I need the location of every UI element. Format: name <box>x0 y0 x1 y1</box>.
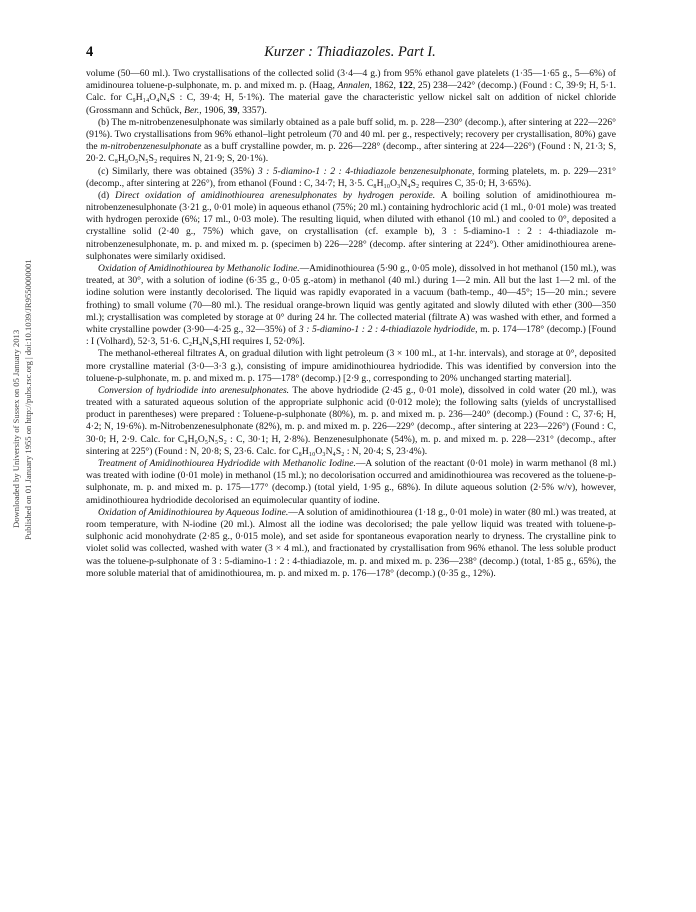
italic-text: m-nitrobenzenesulphonate <box>100 141 202 153</box>
italic-text: 3 : 5-diamino-1 : 2 : 4-thiadiazole benzenesulphonate <box>257 165 472 177</box>
italic-text: Annalen <box>337 80 370 92</box>
text-run: —A solution of amidinothiourea (1·18 g., 0·01 mole) in water (80 ml.) was treated, at room temperature, with N-iodine (20 ml.). Almost all the iodine was decolorised; the pale yellow liquid was treated with toluene-p-sulphonic acid monohydrate (2·85 g., 0·015 mole), and set aside for spontaneous evaporation nearly to dryness. The crystalline pink to violet solid was collected, washed with water (3 × 4 ml.), and fractionated by crystallisation from 96% ethanol. The less soluble product was the toluene-p-sulphonate of 3 : 5-diamino-1 : 2 : 4-thiadiazole, m. p. and mixed m. p. 236—238° (decomp.) (total, 1·85 g., 65%), the more soluble material that of amidinothiourea, m. p. and mixed m. p. 176—178° (decomp.) (0·35 g., 12%). <box>86 506 616 579</box>
italic-text: Direct oxidation of amidinothiourea arenesulphonates by hydrogen peroxide. <box>115 189 436 201</box>
italic-text: Treatment of Amidinothiourea Hydriodide with Methanolic Iodine. <box>98 458 356 469</box>
text-run: , 1906, <box>199 104 228 116</box>
text-run: , 1862, <box>369 80 399 92</box>
paragraph <box>86 190 616 263</box>
text-run: volume (50—60 ml.). Two crystallisations of the collected solid (3·4—4 g.) from 95% ethanol gave platelets (1·35—1·65 g., 5—6%) of amidinourea toluene-p-sulphonate, m. p. and mixed m. p. (Haag, <box>86 68 616 92</box>
text-run: (d) <box>98 189 116 201</box>
italic-text: 3 : 5-diamino-1 : 2 : 4-thiadiazole hydriodide <box>298 323 476 335</box>
paragraph <box>86 385 616 458</box>
body-text <box>86 68 616 580</box>
paragraph <box>86 263 616 348</box>
running-title: Kurzer : Thiadiazoles. Part I. <box>264 44 436 60</box>
paragraph <box>86 117 616 166</box>
text-run: The methanol-ethereal filtrates A, on gradual dilution with light petroleum (3 × 100 ml., at 1-hr. intervals), and storage at 0°, deposited more crystalline material (3·0—3·3 g.), consisting of impure amidinothiourea hydriodide. This was identified by conversion into the toluene-p-sulphonate, m. p. and mixed m. p. 175—178° (decomp.) [2·9 g., corresponding to 20% unchanged starting material]. <box>86 348 616 384</box>
paragraph <box>86 348 616 385</box>
paragraph <box>86 68 616 117</box>
text-run: —Amidinothiourea (5·90 g., 0·05 mole), dissolved in hot methanol (150 ml.), was treated, at 30°, with a solution of iodine (6·35 g., 0·05 g.-atom) in methanol (40 ml.) during 1—2 min. All but the last 1—2 ml. of the iodine solution were instantly decolorised. The liquid was rapidly evaporated in a vacuum (bath-temp., 40—45°; 15—20 min.; severe frothing) to small volume (70—80 ml.). The residual orange-brown liquid was gently agitated and slowly diluted with ether (300—350 ml.); crystallisation was completed by storage at 0° during 24 hr. The collected material (filtrate A) was washed with ether, and formed a white crystalline powder (3·90—4·25 g., 32—35%) of <box>86 263 616 335</box>
text-run: (c) Similarly, there was obtained (35%) <box>98 165 258 177</box>
paragraph <box>86 166 616 190</box>
publication-notice: Published on 01 January 1955 on http://pubs.rsc.org | doi:10.1039/JR9550000001 <box>23 259 33 540</box>
paragraph <box>86 507 616 580</box>
text-run: as a buff crystalline powder, m. p. 226—228° (decomp., after sintering at 224—226°) (Found : N, 21·3; S, 20·2. C₈H₉O₅N₅S₂ requires N, 21·9; S, 20·1%). <box>86 141 616 165</box>
italic-text: Oxidation of Amidinothiourea by Aqueous Iodine. <box>98 506 289 518</box>
bold-text: 39 <box>227 104 238 116</box>
page-header <box>86 44 614 64</box>
text-run: A boiling solution of amidinothiourea m-nitrobenzenesulphonate (3·21 g., 0·01 mole) in aqueous ethanol (75%; 20 ml.) containing hydrochloric acid (1 ml., 0·01 mole) was treated with hydrogen peroxide (6%; 17 ml., 0·03 mole). The resulting liquid, when diluted with ethanol (10 ml.) and cooled to 0°, deposited a crystalline solid (2·40 g., 75%) which gave, on crystallisation (cf. example b), 3 : 5-diamino-1 : 2 : 4-thiadiazole m-nitrobenzenesulphonate, m. p. and mixed m. p. (specimen b) 226—228° (decomp. after sintering at 224°). Other amidinothiourea arene-sulphonates were similarly oxidised. <box>86 189 616 262</box>
download-notice: Downloaded by University of Sussex on 05 January 2013 <box>11 329 21 528</box>
text-run: , 25) 238—242° (decomp.) (Found : C, 39·9; H, 5·1. Calc. for C₉H₁₄O₄N₄S : C, 39·4; H, 5·1%). The material gave the characteristic yellow nickel salt on addition of nickel chloride (Grossmann and Schück, <box>86 80 617 116</box>
text-run: , forming platelets, m. p. 229—231° (decomp., after sintering at 226°), from ethanol (Found : C, 34·7; H, 3·5. C₈H₁₀O₃N₄S₂ requires C, 35·0; H, 3·65%). <box>86 165 616 189</box>
text-run: The above hydriodide (2·45 g., 0·01 mole), dissolved in cold water (20 ml.), was treated with a saturated aqueous solution of the appropriate sulphonic acid (0·012 mole); the following salts (yields of uncrystallised product in parentheses) were prepared : Toluene-p-sulphonate (80%), m. p. and mixed m. p. 236—240° (decomp.) (Found : C, 37·6; H, 4·2; N, 19·6%). m-Nitrobenzenesulphonate (82%), m. p. and mixed m. p. 226—229° (decomp., after sintering at 223—226°) (Found : C, 30·0; H, 2·9. Calc. for C₈H₉O₅N₅S₂ : C, 30·1; H, 2·8%). Benzenesulphonate (54%), m. p. and mixed m. p. 228—231° (decomp., after sintering at 225°) (Found : N, 20·8; S, 23·6. Calc. for C₈H₁₀O₃N₄S₂ : N, 20·4; S, 23·4%). <box>86 384 616 457</box>
text-run: —A solution of the reactant (0·01 mole) in warm methanol (8 ml.) was treated with iodine (0·01 mole) in methanol (15 ml.); no decolorisation occurred and amidinothiourea was recovered as the toluene-p-sulphonate, m. p. and mixed m. p. 175—177° (decomp.) (total yield, 1·95 g., 68%). In dilute aqueous solution (2·5% w/v), however, amidinothiourea hydriodide decolorised an equimolecular quantity of iodine. <box>86 458 616 506</box>
italic-text: Ber. <box>184 104 200 116</box>
text-run: , 3357). <box>237 104 267 116</box>
page-number: 4 <box>86 44 94 60</box>
text-run: , m. p. 174—178° (decomp.) [Found : I (Volhard), 52·3, 51·6. C₂H₄N₄S,HI requires I, 52·0%]. <box>86 323 617 348</box>
italic-text: Oxidation of Amidinothiourea by Methanolic Iodine. <box>98 263 300 274</box>
paragraph <box>86 458 616 507</box>
bold-text: 122 <box>398 80 413 92</box>
italic-text: Conversion of hydriodide into arenesulphonates. <box>98 384 290 396</box>
text-run: (b) The m-nitrobenzenesulphonate was similarly obtained as a pale buff solid, m. p. 228—230° (decomp.), after sintering at 222—226° (91%). Two crystallisations from 96% ethanol–light petroleum (70 and 40 ml. per g., respectively; recovery per crystallisation, 80%) gave the <box>86 116 616 153</box>
